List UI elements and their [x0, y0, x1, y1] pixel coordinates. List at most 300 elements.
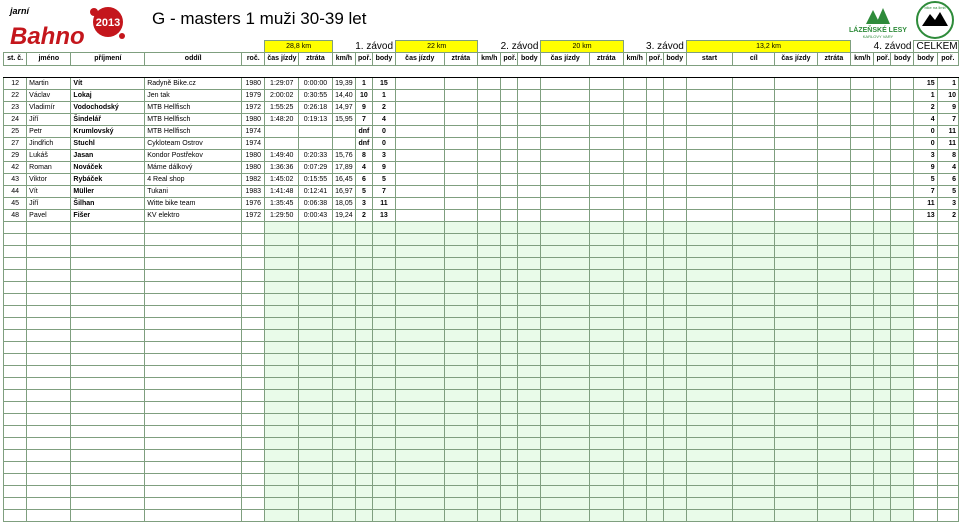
- table-row[interactable]: [4, 78, 959, 90]
- cell-empty: [242, 246, 265, 258]
- cell-empty: [733, 174, 775, 186]
- cell-empty: [518, 246, 541, 258]
- cell-empty: [623, 150, 646, 162]
- cell-empty: [4, 330, 27, 342]
- empty-row: [4, 426, 959, 438]
- cell-empty: [733, 78, 775, 90]
- column-header: ztráta: [589, 53, 623, 66]
- cell-empty: [518, 90, 541, 102]
- table-row[interactable]: [4, 186, 959, 198]
- cell-empty: [332, 402, 355, 414]
- cell-empty: [478, 390, 501, 402]
- cell-empty: [242, 366, 265, 378]
- cell-empty: [265, 282, 299, 294]
- cell-empty: [4, 366, 27, 378]
- cell-empty: [541, 138, 589, 150]
- column-header: km/h: [623, 53, 646, 66]
- table-row[interactable]: [4, 198, 959, 210]
- bike-logo-text: bike na limit: [924, 5, 946, 10]
- cell-empty: [242, 390, 265, 402]
- cell-empty: [265, 390, 299, 402]
- cell-empty: [71, 390, 145, 402]
- cell-empty: [299, 474, 333, 486]
- cell-empty: [518, 150, 541, 162]
- table-row[interactable]: [4, 138, 959, 150]
- cell-empty: [663, 246, 686, 258]
- cell-empty: [501, 402, 518, 414]
- cell-empty: [396, 174, 444, 186]
- cell-empty: [541, 462, 589, 474]
- cell-empty: [874, 486, 891, 498]
- cell-empty: [541, 162, 589, 174]
- cell-empty: [663, 330, 686, 342]
- cell-empty: [851, 306, 874, 318]
- cell-empty: [396, 114, 444, 126]
- cell-empty: [623, 366, 646, 378]
- cell-empty: [299, 450, 333, 462]
- cell-empty: [817, 438, 851, 450]
- cell-no: 43: [4, 174, 27, 186]
- cell-first: Roman: [27, 162, 71, 174]
- cell-empty: [4, 450, 27, 462]
- cell-empty: [775, 510, 817, 522]
- cell-empty: [663, 234, 686, 246]
- cell-empty: [501, 114, 518, 126]
- cell-empty: [623, 330, 646, 342]
- cell-empty: [444, 354, 478, 366]
- cell-t1: 1:55:25: [265, 102, 299, 114]
- empty-row: [4, 270, 959, 282]
- cell-empty: [874, 438, 891, 450]
- cell-total: 11: [914, 198, 937, 210]
- cell-s1: 14,40: [332, 90, 355, 102]
- cell-empty: [299, 390, 333, 402]
- table-row[interactable]: [4, 102, 959, 114]
- cell-empty: [733, 402, 775, 414]
- column-header: příjmení: [71, 53, 145, 66]
- cell-first: Václav: [27, 90, 71, 102]
- cell-empty: [646, 150, 663, 162]
- cell-total: 0: [914, 138, 937, 150]
- cell-empty: [623, 78, 646, 90]
- cell-empty: [623, 438, 646, 450]
- cell-year: 1972: [242, 102, 265, 114]
- cell-empty: [817, 234, 851, 246]
- cell-year: 1983: [242, 186, 265, 198]
- cell-empty: [372, 486, 395, 498]
- cell-empty: [501, 90, 518, 102]
- cell-empty: [851, 510, 874, 522]
- cell-empty: [372, 306, 395, 318]
- cell-empty: [396, 78, 444, 90]
- cell-total: 1: [914, 90, 937, 102]
- cell-empty: [891, 510, 914, 522]
- cell-empty: [242, 414, 265, 426]
- cell-b1: 15: [372, 78, 395, 90]
- cell-b1: 0: [372, 126, 395, 138]
- cell-empty: [518, 126, 541, 138]
- cell-empty: [27, 258, 71, 270]
- cell-empty: [372, 378, 395, 390]
- table-row[interactable]: [4, 126, 959, 138]
- cell-empty: [851, 426, 874, 438]
- cell-empty: [686, 510, 732, 522]
- cell-year: 1982: [242, 174, 265, 186]
- cell-empty: [355, 294, 372, 306]
- cell-empty: [733, 186, 775, 198]
- cell-empty: [686, 186, 732, 198]
- cell-empty: [396, 366, 444, 378]
- cell-empty: [646, 342, 663, 354]
- cell-empty: [444, 342, 478, 354]
- cell-empty: [686, 426, 732, 438]
- cell-empty: [444, 330, 478, 342]
- cell-empty: [299, 270, 333, 282]
- cell-club: Tukani: [145, 186, 242, 198]
- cell-empty: [874, 186, 891, 198]
- cell-empty: [646, 354, 663, 366]
- cell-club: Kondor Postřekov: [145, 150, 242, 162]
- cell-empty: [623, 162, 646, 174]
- cell-empty: [874, 114, 891, 126]
- cell-empty: [4, 282, 27, 294]
- cell-empty: [444, 438, 478, 450]
- cell-empty: [478, 294, 501, 306]
- cell-empty: [686, 474, 732, 486]
- cell-rank: 11: [937, 126, 958, 138]
- cell-empty: [332, 234, 355, 246]
- cell-empty: [242, 318, 265, 330]
- cell-empty: [478, 462, 501, 474]
- cell-empty: [145, 318, 242, 330]
- cell-empty: [623, 174, 646, 186]
- cell-empty: [775, 306, 817, 318]
- cell-empty: [444, 234, 478, 246]
- cell-empty: [4, 234, 27, 246]
- round-3-label: 3. závod: [646, 40, 684, 52]
- cell-empty: [541, 174, 589, 186]
- empty-row: [4, 474, 959, 486]
- cell-empty: [355, 366, 372, 378]
- cell-empty: [663, 354, 686, 366]
- cell-empty: [265, 306, 299, 318]
- cell-empty: [4, 474, 27, 486]
- cell-club: Witte bike team: [145, 198, 242, 210]
- cell-empty: [355, 282, 372, 294]
- cell-empty: [372, 438, 395, 450]
- cell-empty: [937, 510, 958, 522]
- cell-empty: [27, 462, 71, 474]
- table-row[interactable]: [4, 174, 959, 186]
- cell-empty: [891, 390, 914, 402]
- cell-empty: [27, 342, 71, 354]
- cell-empty: [518, 426, 541, 438]
- cell-empty: [686, 258, 732, 270]
- cell-empty: [265, 414, 299, 426]
- cell-empty: [775, 102, 817, 114]
- cell-year: 1980: [242, 78, 265, 90]
- cell-empty: [444, 294, 478, 306]
- cell-empty: [914, 234, 937, 246]
- cell-t1: 1:45:02: [265, 174, 299, 186]
- cell-empty: [518, 258, 541, 270]
- cell-empty: [914, 294, 937, 306]
- cell-empty: [265, 270, 299, 282]
- cell-no: 42: [4, 162, 27, 174]
- cell-empty: [332, 426, 355, 438]
- cell-empty: [478, 90, 501, 102]
- cell-first: Vít: [27, 186, 71, 198]
- cell-empty: [623, 414, 646, 426]
- cell-rank: 1: [937, 78, 958, 90]
- cell-empty: [299, 462, 333, 474]
- cell-empty: [4, 402, 27, 414]
- cell-rank: 4: [937, 162, 958, 174]
- column-header: body: [914, 53, 937, 66]
- cell-empty: [299, 402, 333, 414]
- cell-empty: [265, 222, 299, 234]
- cell-empty: [145, 246, 242, 258]
- cell-empty: [663, 378, 686, 390]
- cell-empty: [817, 354, 851, 366]
- cell-empty: [501, 150, 518, 162]
- cell-empty: [775, 426, 817, 438]
- cell-empty: [332, 270, 355, 282]
- cell-empty: [851, 390, 874, 402]
- cell-empty: [518, 210, 541, 222]
- cell-empty: [937, 366, 958, 378]
- cell-empty: [914, 306, 937, 318]
- cell-empty: [332, 330, 355, 342]
- cell-empty: [444, 306, 478, 318]
- cell-empty: [332, 246, 355, 258]
- cell-empty: [501, 342, 518, 354]
- cell-empty: [355, 402, 372, 414]
- cell-empty: [332, 450, 355, 462]
- cell-empty: [71, 486, 145, 498]
- cell-s1: [332, 138, 355, 150]
- cell-empty: [444, 174, 478, 186]
- cell-empty: [646, 102, 663, 114]
- cell-empty: [501, 222, 518, 234]
- cell-empty: [396, 474, 444, 486]
- cell-empty: [775, 354, 817, 366]
- column-header: oddíl: [145, 53, 242, 66]
- cell-empty: [874, 450, 891, 462]
- column-header: body: [372, 53, 395, 66]
- empty-row: [4, 258, 959, 270]
- cell-empty: [891, 438, 914, 450]
- cell-total: 9: [914, 162, 937, 174]
- cell-empty: [518, 318, 541, 330]
- cell-empty: [541, 102, 589, 114]
- cell-empty: [478, 78, 501, 90]
- cell-empty: [775, 438, 817, 450]
- cell-t1: [265, 126, 299, 138]
- cell-empty: [775, 198, 817, 210]
- cell-empty: [478, 174, 501, 186]
- cell-empty: [646, 390, 663, 402]
- cell-b1: 2: [372, 102, 395, 114]
- cell-empty: [299, 342, 333, 354]
- cell-empty: [891, 138, 914, 150]
- cell-last: Lokaj: [71, 90, 145, 102]
- cell-empty: [396, 450, 444, 462]
- cell-empty: [71, 510, 145, 522]
- cell-year: 1980: [242, 114, 265, 126]
- cell-empty: [589, 198, 623, 210]
- cell-empty: [145, 510, 242, 522]
- empty-row: [4, 486, 959, 498]
- cell-empty: [914, 246, 937, 258]
- cell-empty: [541, 78, 589, 90]
- cell-empty: [891, 150, 914, 162]
- cell-s1: 16,97: [332, 186, 355, 198]
- cell-empty: [775, 138, 817, 150]
- cell-empty: [775, 282, 817, 294]
- cell-empty: [817, 90, 851, 102]
- cell-empty: [501, 78, 518, 90]
- cell-empty: [299, 294, 333, 306]
- cell-empty: [541, 366, 589, 378]
- cell-empty: [518, 270, 541, 282]
- cell-empty: [299, 414, 333, 426]
- cell-empty: [541, 510, 589, 522]
- cell-last: Vít: [71, 78, 145, 90]
- cell-empty: [589, 462, 623, 474]
- cell-empty: [663, 474, 686, 486]
- table-row[interactable]: [4, 90, 959, 102]
- round-header-row: [4, 41, 959, 53]
- cell-empty: [478, 510, 501, 522]
- cell-empty: [937, 414, 958, 426]
- cell-empty: [891, 318, 914, 330]
- cell-empty: [817, 486, 851, 498]
- cell-empty: [646, 426, 663, 438]
- cell-empty: [265, 330, 299, 342]
- table-row[interactable]: [4, 162, 959, 174]
- cell-empty: [372, 474, 395, 486]
- cell-empty: [851, 174, 874, 186]
- cell-empty: [501, 486, 518, 498]
- cell-first: Vladimír: [27, 102, 71, 114]
- cell-t1: 2:00:02: [265, 90, 299, 102]
- cell-empty: [501, 210, 518, 222]
- empty-row: [4, 222, 959, 234]
- cell-club: KV elektro: [145, 210, 242, 222]
- cell-empty: [623, 246, 646, 258]
- table-row[interactable]: [4, 114, 959, 126]
- cell-empty: [914, 426, 937, 438]
- cell-empty: [478, 258, 501, 270]
- cell-empty: [27, 270, 71, 282]
- cell-empty: [891, 234, 914, 246]
- cell-empty: [518, 78, 541, 90]
- cell-empty: [265, 450, 299, 462]
- cell-empty: [478, 222, 501, 234]
- cell-empty: [444, 366, 478, 378]
- cell-empty: [478, 474, 501, 486]
- empty-row: [4, 366, 959, 378]
- cell-l1: 0:26:18: [299, 102, 333, 114]
- empty-row: [4, 282, 959, 294]
- cell-empty: [372, 270, 395, 282]
- cell-club: Radyně Bike.cz: [145, 78, 242, 90]
- cell-empty: [299, 258, 333, 270]
- cell-empty: [396, 510, 444, 522]
- cell-empty: [646, 318, 663, 330]
- round-2-distance: 22 km: [396, 41, 478, 53]
- cell-empty: [145, 342, 242, 354]
- cell-empty: [372, 330, 395, 342]
- cell-empty: [332, 486, 355, 498]
- cell-empty: [501, 174, 518, 186]
- table-row[interactable]: [4, 210, 959, 222]
- cell-empty: [4, 342, 27, 354]
- cell-empty: [265, 474, 299, 486]
- cell-empty: [733, 162, 775, 174]
- cell-empty: [444, 450, 478, 462]
- cell-empty: [937, 306, 958, 318]
- cell-empty: [874, 462, 891, 474]
- cell-total: 4: [914, 114, 937, 126]
- table-row[interactable]: [4, 150, 959, 162]
- cell-empty: [817, 270, 851, 282]
- cell-empty: [518, 474, 541, 486]
- cell-empty: [891, 90, 914, 102]
- cell-empty: [891, 486, 914, 498]
- cell-empty: [355, 414, 372, 426]
- cell-empty: [851, 90, 874, 102]
- cell-empty: [874, 390, 891, 402]
- cell-empty: [686, 246, 732, 258]
- cell-empty: [396, 210, 444, 222]
- cell-empty: [355, 354, 372, 366]
- cell-empty: [518, 414, 541, 426]
- cell-t1: 1:35:45: [265, 198, 299, 210]
- cell-empty: [874, 378, 891, 390]
- cell-empty: [733, 222, 775, 234]
- column-header: cíl: [733, 53, 775, 66]
- cell-empty: [541, 90, 589, 102]
- cell-empty: [733, 294, 775, 306]
- cell-empty: [589, 114, 623, 126]
- cell-empty: [372, 258, 395, 270]
- cell-empty: [242, 510, 265, 522]
- cell-empty: [478, 486, 501, 498]
- cell-empty: [478, 114, 501, 126]
- cell-total: 7: [914, 186, 937, 198]
- cell-empty: [501, 294, 518, 306]
- cell-empty: [501, 366, 518, 378]
- column-header: ztráta: [444, 53, 478, 66]
- cell-empty: [686, 174, 732, 186]
- cell-empty: [686, 318, 732, 330]
- cell-club: MTB Hellfisch: [145, 114, 242, 126]
- cell-empty: [623, 294, 646, 306]
- logo-word-jarni: jarní: [10, 6, 30, 16]
- column-header: poř.: [501, 53, 518, 66]
- cell-empty: [478, 366, 501, 378]
- cell-empty: [646, 126, 663, 138]
- cell-empty: [775, 162, 817, 174]
- cell-empty: [623, 258, 646, 270]
- cell-empty: [71, 414, 145, 426]
- cell-empty: [914, 438, 937, 450]
- cell-empty: [145, 354, 242, 366]
- cell-empty: [4, 378, 27, 390]
- cell-empty: [851, 438, 874, 450]
